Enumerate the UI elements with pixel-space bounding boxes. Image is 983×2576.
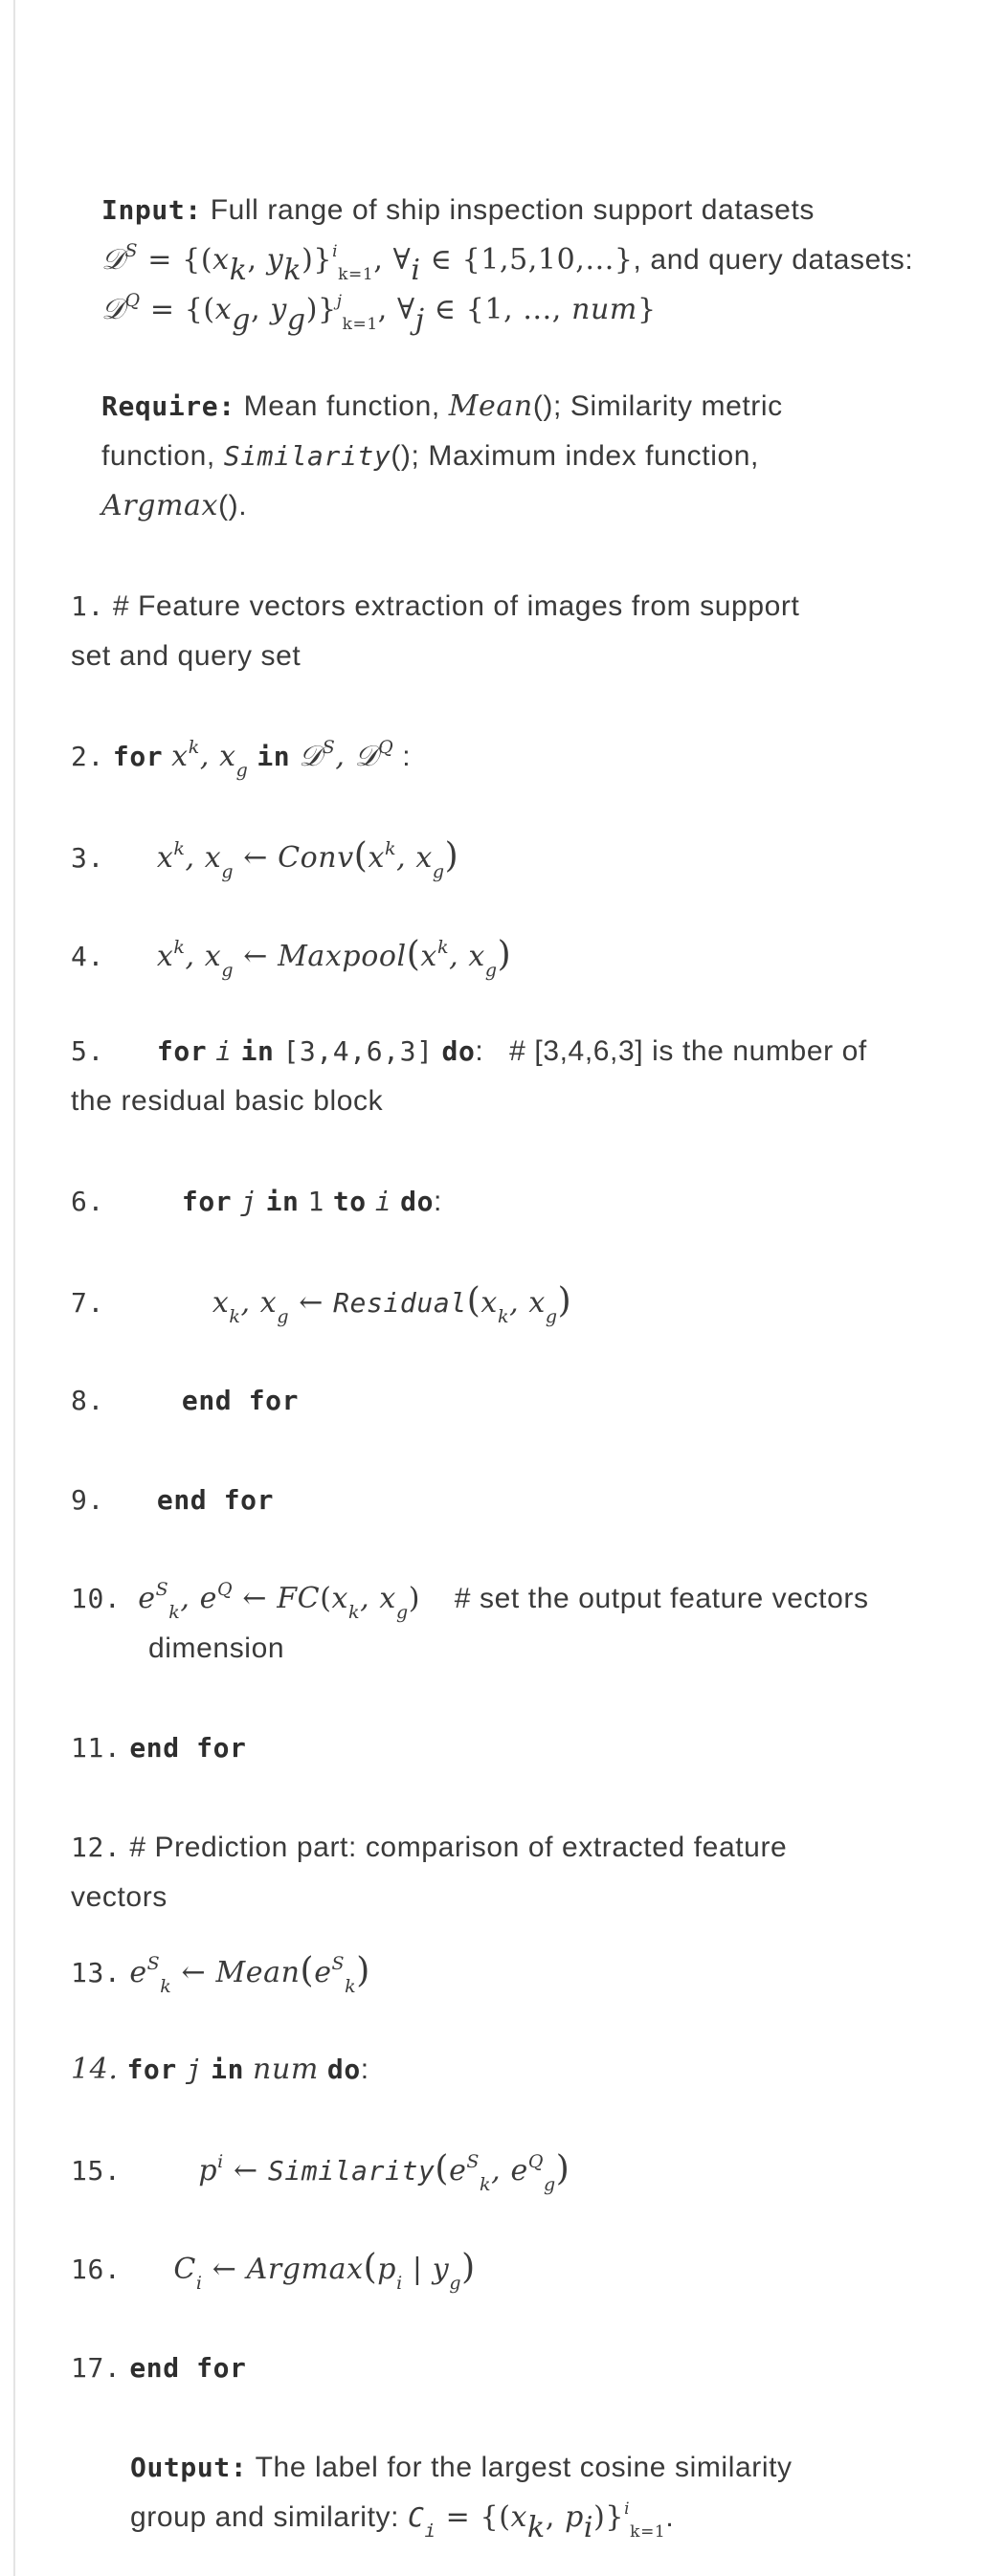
step-12: 12. # Prediction part: comparison of extracted feature vectors	[71, 1832, 788, 1913]
step-17: 17. end for	[71, 2352, 247, 2384]
step-13: 13. $e^S_k$ ← $Mean(e^S_k)$	[71, 1951, 370, 1997]
input-line-1	[101, 186, 913, 235]
require-line-3: Argmax().	[101, 489, 248, 522]
step-14: 14. for j in num do:	[71, 2053, 369, 2086]
require-line-2: function, Similarity(); Maximum index function,	[101, 440, 759, 472]
step-11: 11. end for	[71, 1732, 247, 1764]
output-label: Output:	[130, 2452, 248, 2483]
step-6: 6. for j in 1 to i do:	[71, 1186, 442, 1217]
step-2: 2. for $x^k$, $x_g$ in 𝒟$^S$, 𝒟$^Q$ :	[71, 737, 412, 781]
step-3: 3. $x^k$, $x_g$ ← $Conv(x^k$, $x_g$)	[71, 836, 459, 882]
require-line-1: Require: Mean function, Mean(); Similarity metric	[101, 389, 783, 423]
input-text: Full range of ship inspection support datasets	[210, 194, 815, 226]
step-1: 1. # Feature vectors extraction of images from support set and query set	[71, 590, 800, 672]
step-9: 9. end for	[71, 1484, 275, 1516]
input-set-sep: and query datasets:	[650, 244, 914, 276]
output-block: Output: The label for the largest cosine similarity group and similarity: $C_i = \{(x_k$, $p_i)\}^i_{k=1}$.	[130, 2452, 793, 2544]
require-block	[101, 382, 783, 531]
require-label: Require:	[101, 390, 235, 422]
left-border	[13, 0, 15, 2576]
input-label: Input:	[101, 194, 202, 226]
step-5: 5. for i in [3,4,6,3] do: # [3,4,6,3] is the number of the residual basic block	[71, 1035, 867, 1117]
step-10: 10. $e^S_k$, $e^Q$ ← $FC(x_k$, $x_g$) # set the output feature vectors dimension	[71, 1579, 869, 1664]
step-4: 4. $x^k$, $x_g$ ← $Maxpool(x^k$, $x_g$)	[71, 935, 512, 981]
input-line-3: 𝒟$^Q$ = {($x_g$, $y_g)\}^j_{k=1}$, $\forall_j$ ∈ {1, ..., num}	[101, 290, 657, 337]
step-15: 15. $p^i$ ← $Similarity(e^S_k$, $e^Q_g$)	[71, 2149, 570, 2195]
step-16: 16. $C_i$ ← $Argmax(p_i$ | $y_g$)	[71, 2248, 476, 2294]
step-7: 7. $x_k$, $x_g$ ← $Residual(x_k$, $x_g$)	[71, 1281, 572, 1327]
step-8: 8. end for	[71, 1385, 300, 1416]
input-line-2: 𝒟$^S$ = {($x_k$, $y_k)\}^i_{k=1}$, $\forall_i$ ∈ {1,5,10,...}, and query datasets:	[101, 240, 914, 287]
input-block	[101, 186, 913, 335]
